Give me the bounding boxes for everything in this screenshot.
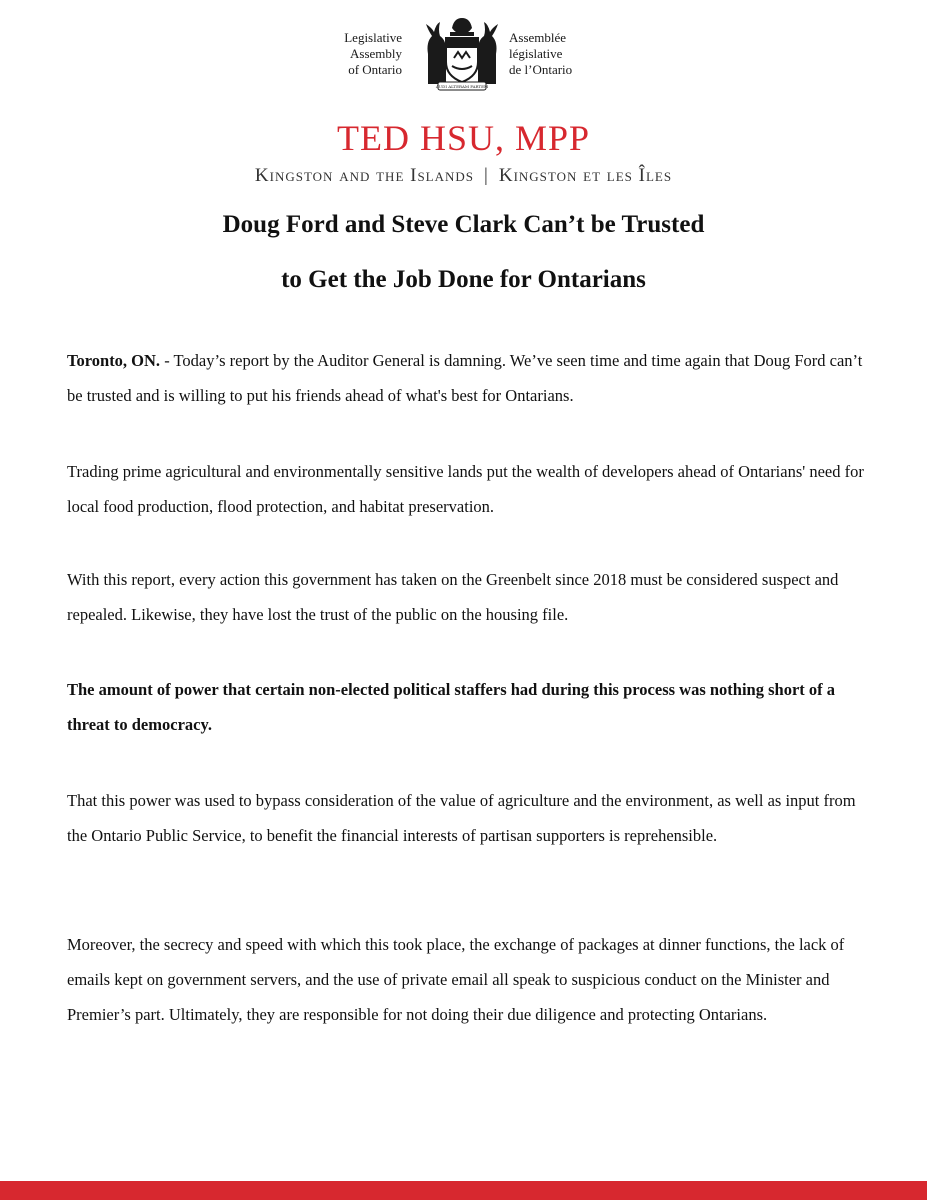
assembly-name-french-line: de l’Ontario <box>509 62 573 77</box>
mpp-name: TED HSU, MPP <box>336 118 591 158</box>
footer-accent-bar <box>0 1181 927 1200</box>
coat-of-arms-crest-icon <box>418 14 506 92</box>
body-paragraph-6: Moreover, the secrecy and speed with which this took place, the exchange of packages at dinner functions, the lack of emails kept on government servers, and the use of private email all speak to suspicious conduct on the Minister and Premier’s part. Ultimately, they are responsible for not doing their due diligence and protecting Ontarians. <box>67 935 845 1024</box>
assembly-name-english-line: Assembly <box>350 46 402 61</box>
body-paragraph-4-bold: The amount of power that certain non-elected political staffers had during this process was nothing short of a threat to democracy. <box>67 680 836 734</box>
assembly-name-french-line: législative <box>509 46 563 61</box>
body-paragraph-5: That this power was used to bypass consideration of the value of agriculture and the environment, as well as input from the Ontario Public Service, to benefit the financial interests of partisan supporters is reprehensible. <box>67 791 856 845</box>
assembly-name-english <box>344 30 402 78</box>
riding-name-french: Kingston et les Îles <box>498 165 673 186</box>
body-paragraph-3: With this report, every action this government has taken on the Greenbelt since 2018 must be considered suspect and repealed. Likewise, they have lost the trust of the public on the housing file. <box>67 570 839 624</box>
assembly-name-french <box>509 30 572 78</box>
headline-line-1: Doug Ford and Steve Clark Can’t be Trusted <box>222 211 705 238</box>
assembly-name-french-line: Assemblée <box>509 30 567 45</box>
body-paragraph-1-text: - Today’s report by the Auditor General is damning. We’ve seen time and time again that Doug Ford can’t be trusted and is willing to put his friends ahead of what's best for Ontarians. <box>67 351 863 405</box>
assembly-name-english-line: of Ontario <box>348 62 402 77</box>
riding-name-english: Kingston and the Islands <box>254 165 475 186</box>
body-paragraph-1 <box>67 343 867 413</box>
assembly-name-english-line: Legislative <box>344 30 402 45</box>
headline-line-2: to Get the Job Done for Ontarians <box>281 266 646 293</box>
letterhead <box>0 14 927 94</box>
crest-motto: AUDI ALTERAM PARTEM <box>435 84 489 89</box>
body-paragraph-2: Trading prime agricultural and environmentally sensitive lands put the wealth of developers ahead of Ontarians' need for local food production, flood protection, and habitat preservation. <box>67 462 864 516</box>
dateline: Toronto, ON. <box>67 351 161 370</box>
riding-name <box>0 164 927 188</box>
riding-separator: | <box>484 165 489 186</box>
